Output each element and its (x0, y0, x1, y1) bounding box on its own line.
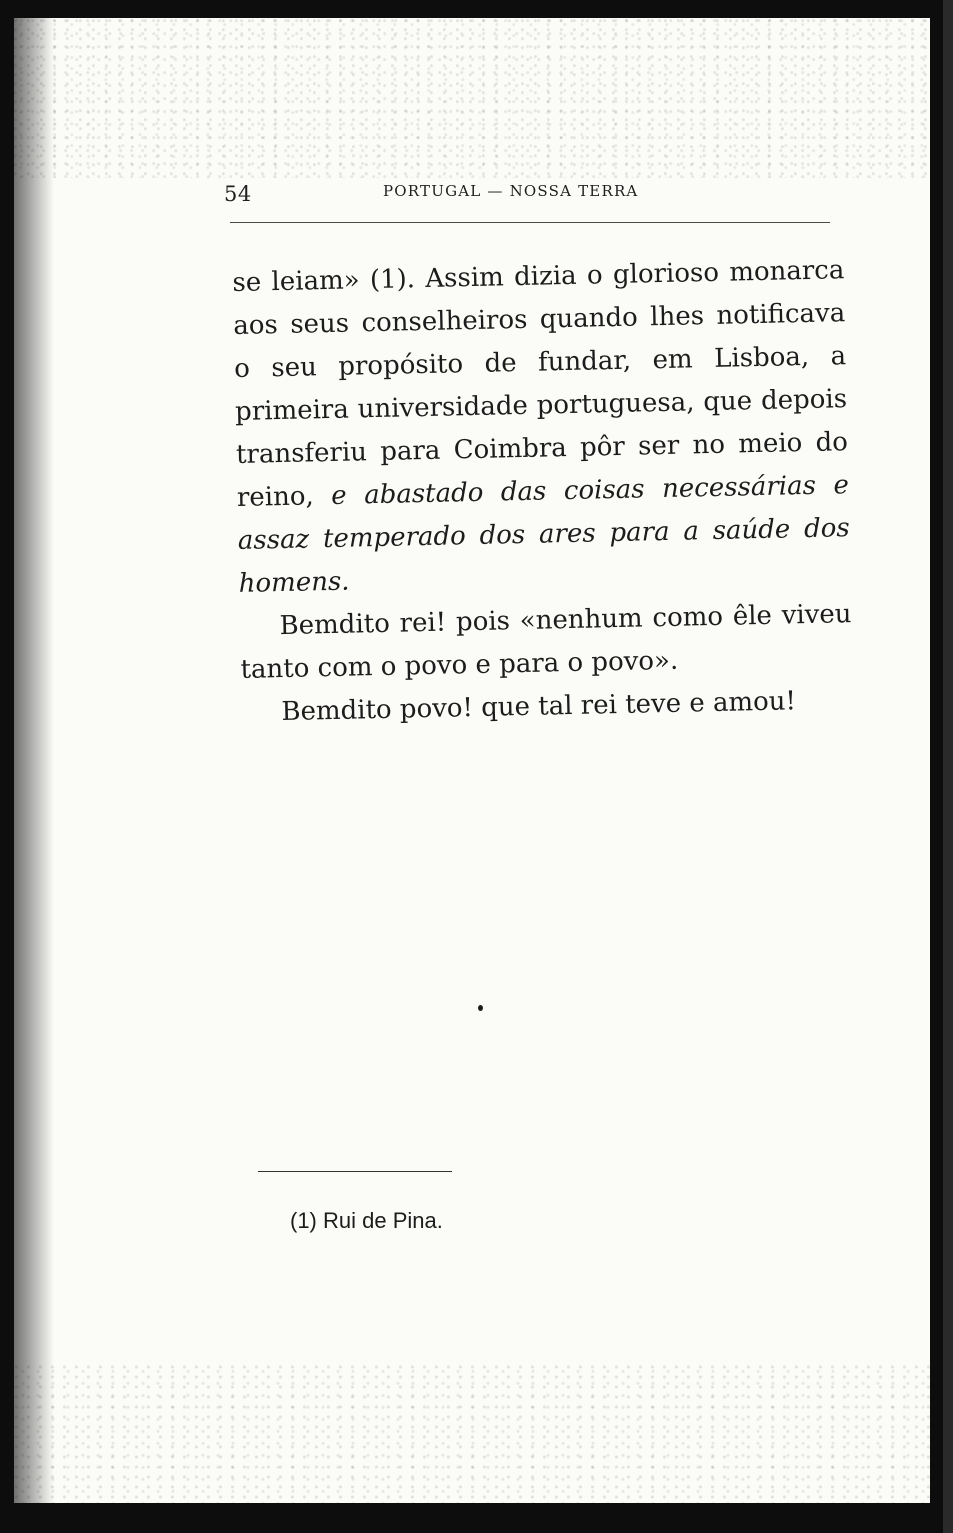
header-rule (230, 222, 830, 223)
ink-speck (478, 1005, 483, 1011)
paragraph-3: Bemdito povo! que tal rei teve e amou! (281, 686, 797, 728)
paragraph-2: Bemdito rei! pois «nenhum como êle viveu tanto com o povo e para o povo». (240, 599, 852, 685)
paragraph-1-roman: se leiam» (1). Assim dizia o glorioso monarca aos seus conselheiros quando lhes notificava o seu propósito de fundar, em Lisboa, a primeira universidade portuguesa, que depois transferiu para Coimbra pôr ser no meio do reino, (232, 255, 849, 513)
paragraph-1-italic: e abastado das coisas necessárias e assaz temperado dos ares para a saúde dos homens. (237, 470, 851, 599)
body-text (232, 249, 854, 735)
running-head: PORTUGAL — NOSSA TERRA (383, 182, 639, 200)
paragraph-1 (232, 249, 851, 606)
page-number: 54 (224, 182, 252, 206)
footnote-rule (258, 1171, 452, 1172)
footnote: (1) Rui de Pina. (290, 1208, 443, 1233)
